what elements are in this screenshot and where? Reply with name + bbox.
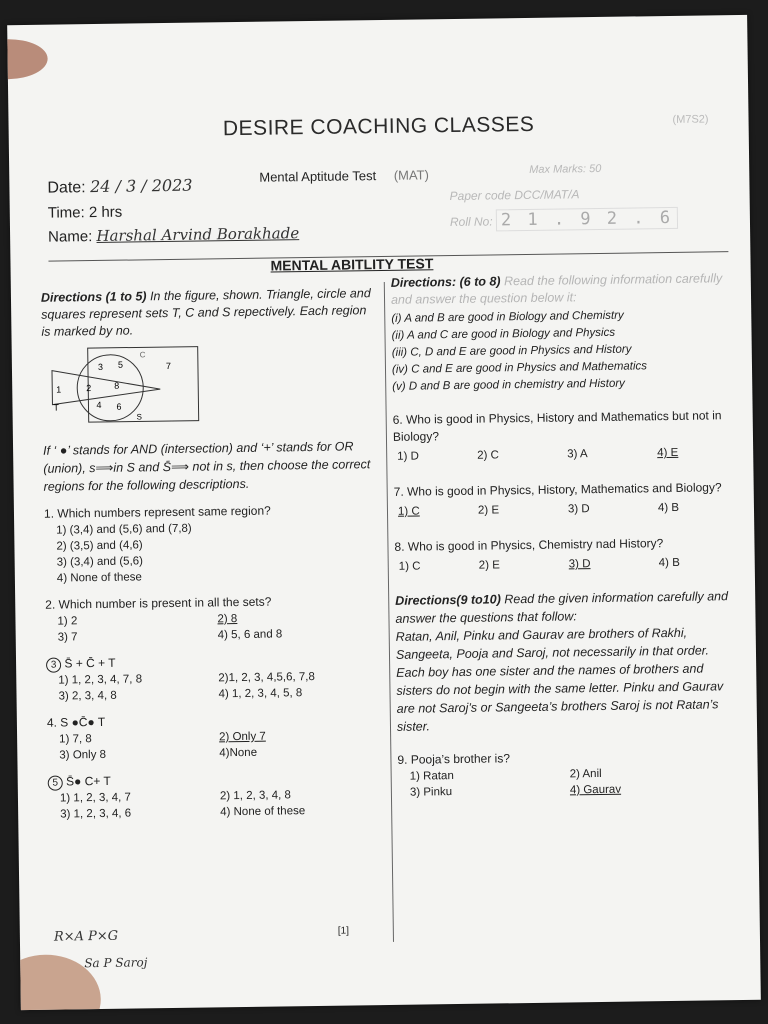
directions-1-5-text: In the figure, shown. Triangle, circle and squares represent sets T, C and S repectively. Each region is marked by no.: [41, 286, 371, 339]
q6-option-2[interactable]: 2) C: [477, 449, 500, 462]
q5-option-2[interactable]: 2) 1, 2, 3, 4, 8: [219, 789, 291, 803]
max-marks: Max Marks: 50: [529, 162, 602, 176]
institute-title: DESIRE COACHING CLASSES: [222, 112, 535, 141]
question-6: [393, 407, 734, 466]
left-column: [41, 285, 378, 823]
q3-option-4[interactable]: 4) 1, 2, 3, 4, 5, 8: [218, 687, 303, 701]
paper-code-line: [449, 187, 579, 203]
venn-label-T: T: [53, 402, 60, 413]
question-8: [394, 534, 734, 576]
directions-9-10-lead: Directions(9 to10): [395, 592, 501, 608]
section-title: MENTAL ABITLITY TEST: [270, 255, 434, 274]
q7-option-1[interactable]: 1) C: [397, 505, 420, 518]
q5-number-circled: 5: [48, 776, 63, 791]
q4-option-3[interactable]: 3) Only 8: [59, 748, 107, 762]
statement-5: (v) D and B are good in chemistry and History: [392, 377, 625, 393]
question-1: [44, 501, 375, 587]
q7-stem: 7. Who is good in Physics, History, Mathematics and Biology?: [393, 480, 722, 499]
venn-region-8: 8: [114, 380, 120, 391]
name-value: Harshal Arvind Borakhade: [96, 224, 300, 245]
q5-option-4[interactable]: 4) None of these: [220, 805, 306, 819]
q1-option-3[interactable]: 3) (3,4) and (5,6): [56, 555, 144, 569]
q7-option-4[interactable]: 4) B: [657, 501, 680, 515]
q4-option-1[interactable]: 1) 7, 8: [59, 733, 92, 746]
q3-option-2[interactable]: 2)1, 2, 3, 4,5,6, 7,8: [218, 670, 315, 685]
date-label: Date:: [47, 179, 86, 197]
q2-stem: 2. Which number is present in all the sets?: [45, 594, 272, 612]
q6-option-3[interactable]: 3) A: [567, 448, 588, 461]
directions-9-10-text: Read the given information carefully and answer the questions that follow:: [395, 589, 729, 626]
q3-options: [58, 668, 376, 704]
venn-region-6: 6: [116, 401, 122, 412]
rough-work-scribble: R×A P×G: [53, 928, 119, 945]
venn-label-C: C: [139, 350, 146, 360]
date-value: 24 / 3 / 2023: [89, 175, 193, 197]
directions-6-8: [391, 270, 731, 309]
venn-diagram: [50, 345, 201, 425]
q5-stem: S̄● C+ T: [65, 773, 111, 789]
statements-list: [391, 306, 732, 396]
test-name: Mental Aptitude Test: [259, 168, 377, 185]
q2-option-2[interactable]: 2) 8: [217, 613, 238, 626]
roll-line: [450, 208, 678, 231]
page-number: [1]: [337, 925, 350, 937]
statement-2: (ii) A and C are good in Biology and Physics: [391, 326, 616, 342]
q2-options: [57, 609, 375, 645]
question-2: [45, 592, 376, 646]
q4-option-2[interactable]: 2) Only 7: [219, 730, 266, 744]
q6-stem: 6. Who is good in Physics, History and Mathematics but not in Biology?: [392, 408, 722, 444]
roll-value: 2 1 . 9 2 . 6: [496, 207, 678, 232]
question-7: [394, 479, 734, 521]
question-9: [397, 747, 738, 801]
name-label: Name:: [48, 228, 93, 246]
statement-4: (iv) C and E are good in Physics and Mathematics: [391, 360, 648, 376]
venn-triangle-T: [52, 369, 160, 405]
q6-option-1[interactable]: 1) D: [397, 450, 420, 463]
time-line: Time: 2 hrs: [47, 203, 123, 222]
right-column: [391, 270, 738, 801]
q8-option-4[interactable]: 4) B: [658, 556, 680, 570]
set-rule-text: If ‘ ●’ stands for AND (intersection) and ‘+’ stands for OR (union), s⟹in S and S̄⟹ not in s, then choose the correct regions for the following descriptions.: [43, 439, 371, 494]
venn-region-7: 7: [165, 360, 172, 372]
q9-option-4[interactable]: 4) Gaurav: [569, 783, 622, 797]
rough-work-scribble-2: Sa P Saroj: [84, 955, 148, 971]
q8-option-1[interactable]: 1) C: [398, 560, 421, 573]
q2-option-4[interactable]: 4) 5, 6 and 8: [217, 628, 283, 642]
q1-option-4[interactable]: 4) None of these: [56, 571, 142, 585]
q8-stem: 8. Who is good in Physics, Chemistry nad History?: [394, 536, 664, 554]
q4-option-4[interactable]: 4)None: [219, 746, 258, 760]
name-line: [48, 224, 299, 246]
directions-9-10: [395, 587, 735, 628]
q4-stem: 4. S ●C̄● T: [46, 714, 106, 730]
question-3: [46, 651, 377, 705]
venn-region-5: 5: [117, 359, 123, 370]
q8-options: [399, 554, 735, 576]
q3-number-circled: 3: [46, 658, 61, 673]
date-line: [47, 176, 192, 198]
q7-option-2[interactable]: 2) E: [477, 504, 500, 517]
roll-label: Roll No:: [449, 214, 493, 230]
q8-option-3[interactable]: 3) D: [568, 558, 591, 571]
q9-option-1[interactable]: 1) Ratan: [409, 770, 454, 783]
q6-options: [397, 444, 733, 466]
q5-option-3[interactable]: 3) 1, 2, 3, 4, 6: [60, 807, 132, 821]
q4-options: [59, 727, 377, 763]
paper-code-label: Paper code: [449, 188, 512, 204]
finger-top: [7, 39, 48, 80]
brothers-passage: Ratan, Anil, Pinku and Gaurav are brothers of Rakhi, Sangeeta, Pooja and Saroj, not necessarily in that order. Each boy has one sister and the names of brothers and sisters do not begin with the same letter. Pinku and Gaurav are not Saroj’s or Sangeeta’s brothers Saroj is not Ratan’s sister.: [395, 625, 724, 734]
header-stamp: (M7S2): [672, 113, 709, 126]
test-code: (MAT): [393, 167, 430, 183]
directions-6-8-lead: Directions: (6 to 8): [390, 274, 501, 290]
q1-options: [56, 518, 375, 586]
paper-code-value: DCC/MAT/A: [514, 187, 580, 203]
q3-stem: S̄ + C̄ + T: [64, 655, 116, 671]
venn-region-4: 4: [96, 399, 102, 411]
q1-option-1[interactable]: 1) (3,4) and (5,6) and (7,8): [56, 522, 192, 537]
directions-1-5: [41, 285, 372, 341]
q2-option-3[interactable]: 3) 7: [57, 631, 78, 644]
q5-option-1[interactable]: 1) 1, 2, 3, 4, 7: [59, 791, 132, 805]
statement-3: (iii) C, D and E are good in Physics and History: [391, 343, 632, 359]
question-5: [48, 769, 379, 823]
venn-label-S: S: [136, 412, 143, 422]
answer-sheet: [7, 15, 761, 1010]
q2-option-1[interactable]: 1) 2: [57, 615, 78, 628]
q1-option-2[interactable]: 2) (3,5) and (4,6): [56, 539, 143, 553]
venn-region-3: 3: [97, 361, 104, 372]
q7-options: [398, 499, 734, 521]
venn-region-1: 1: [56, 384, 62, 395]
question-4: [47, 710, 378, 764]
statement-1: (i) A and B are good in Biology and Chemistry: [391, 309, 624, 325]
q5-options: [60, 786, 378, 822]
q9-option-2[interactable]: 2) Anil: [569, 767, 602, 781]
directions-1-5-lead: Directions (1 to 5): [40, 289, 147, 305]
q9-option-3[interactable]: 3) Pinku: [409, 786, 453, 799]
directions-6-8-text: Read the following information carefully and answer the question below it:: [390, 271, 723, 307]
q6-option-4[interactable]: 4) E: [657, 446, 679, 460]
venn-region-2: 2: [86, 383, 92, 394]
q9-stem: 9. Pooja’s brother is?: [397, 751, 511, 767]
q9-options: [410, 764, 738, 801]
q7-option-3[interactable]: 3) D: [567, 503, 590, 516]
q1-stem: 1. Which numbers represent same region?: [43, 503, 271, 521]
q3-option-1[interactable]: 1) 1, 2, 3, 4, 7, 8: [58, 673, 143, 687]
test-name-line: [259, 167, 429, 184]
q3-option-3[interactable]: 3) 2, 3, 4, 8: [58, 689, 117, 703]
q8-option-2[interactable]: 2) E: [478, 559, 500, 572]
